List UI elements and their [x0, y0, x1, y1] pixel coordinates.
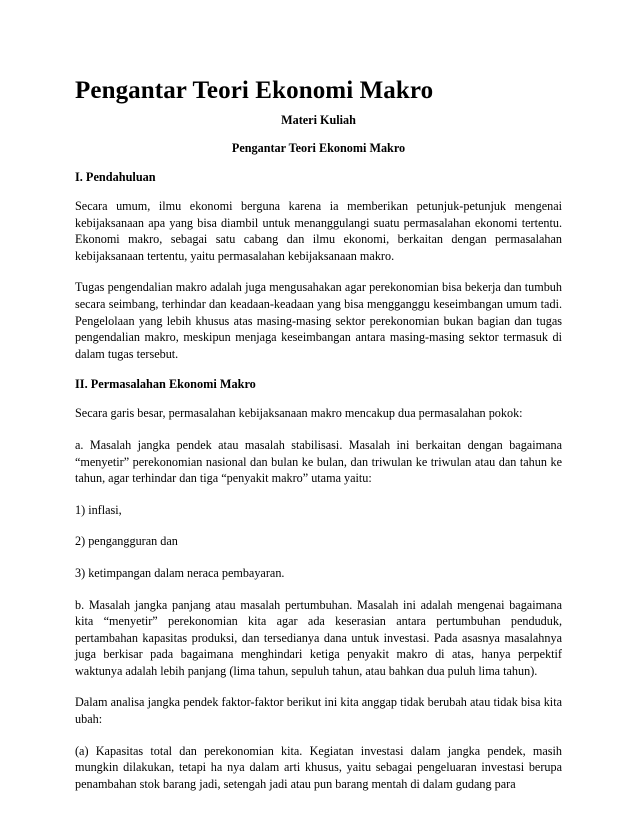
- list-item: 2) pengangguran dan: [75, 534, 178, 549]
- list-item: 3) ketimpangan dalam neraca pembayaran.: [75, 565, 285, 580]
- paragraph: Secara umum, ilmu ekonomi berguna karena ia memberikan petunjuk-petunjuk mengenai kebijaksanaan apa yang bisa diambil untuk menanggulangi suatu permasalahan ekonomi tertentu. Ekonomi makro, sebagai satu cabang dan ilmu ekonomi, berkaitan dengan permasalahan kebijaksanaan tertentu, yaitu permasalahan kebijaksanaan makro.: [75, 199, 562, 263]
- paragraph: (a) Kapasitas total dan perekonomian kita. Kegiatan investasi dalam jangka pendek, masih mungkin dilakukan, tetapi ha nya dalam arti khusus, yaitu sebagai pengeluaran investasi berupa penambahan stok barang jadi, setengah jadi atau pun barang mentah di dalam gudang para: [75, 743, 562, 791]
- paragraph: Tugas pengendalian makro adalah juga mengusahakan agar perekonomian bisa bekerja dan tumbuh secara seimbang, terhindar dan keadaan-keadaan yang bisa mengganggu keseimbangan umum tadi. Pengelolaan yang lebih khusus atas masing-masing sektor perekonomian bukan bagian dan tugas pengendalian makro, meskipun menjaga keseimbangan antara masing-masing sektor termasuk di dalam tugas tersebut.: [75, 280, 562, 361]
- document-subtitle-course: Pengantar Teori Ekonomi Makro: [231, 141, 406, 155]
- section-heading-pendahuluan: I. Pendahuluan: [75, 170, 156, 184]
- document-title: Pengantar Teori Ekonomi Makro: [75, 77, 434, 104]
- paragraph: b. Masalah jangka panjang atau masalah pertumbuhan. Masalah ini adalah mengenai bagaimana kita “menyetir” perekonomian kita agar ada keserasian antara pertumbuhan penduduk, pertambahan kapasitas produksi, dan tersedianya dana untuk investasi. Pada asasnya masalahnya juga berkisar pada bagaimana menghindari ketiga penyakit makro di atas, hanya perpektif waktunya adalah lebih panjang (lima tahun, sepuluh tahun, atau bahkan dua puluh lima tahun).: [75, 597, 562, 678]
- paragraph: Dalam analisa jangka pendek faktor-faktor berikut ini kita anggap tidak berubah atau tidak bisa kita ubah:: [75, 695, 562, 727]
- paragraph: a. Masalah jangka pendek atau masalah stabilisasi. Masalah ini berkaitan dengan bagaimana “menyetir” perekonomian nasional dan bulan ke bulan, dan triwulan ke triwulan atau dan tahun ke tahun, agar terhindar dan tiga “penyakit makro” utama yaitu:: [75, 437, 562, 486]
- section-heading-permasalahan: II. Permasalahan Ekonomi Makro: [75, 377, 256, 392]
- document-page: [75, 76, 562, 792]
- list-item: 1) inflasi,: [75, 502, 122, 517]
- document-subtitle-materi: Materi Kuliah: [281, 113, 356, 127]
- paragraph: Secara garis besar, permasalahan kebijaksanaan makro mencakup dua permasalahan pokok:: [75, 406, 523, 421]
